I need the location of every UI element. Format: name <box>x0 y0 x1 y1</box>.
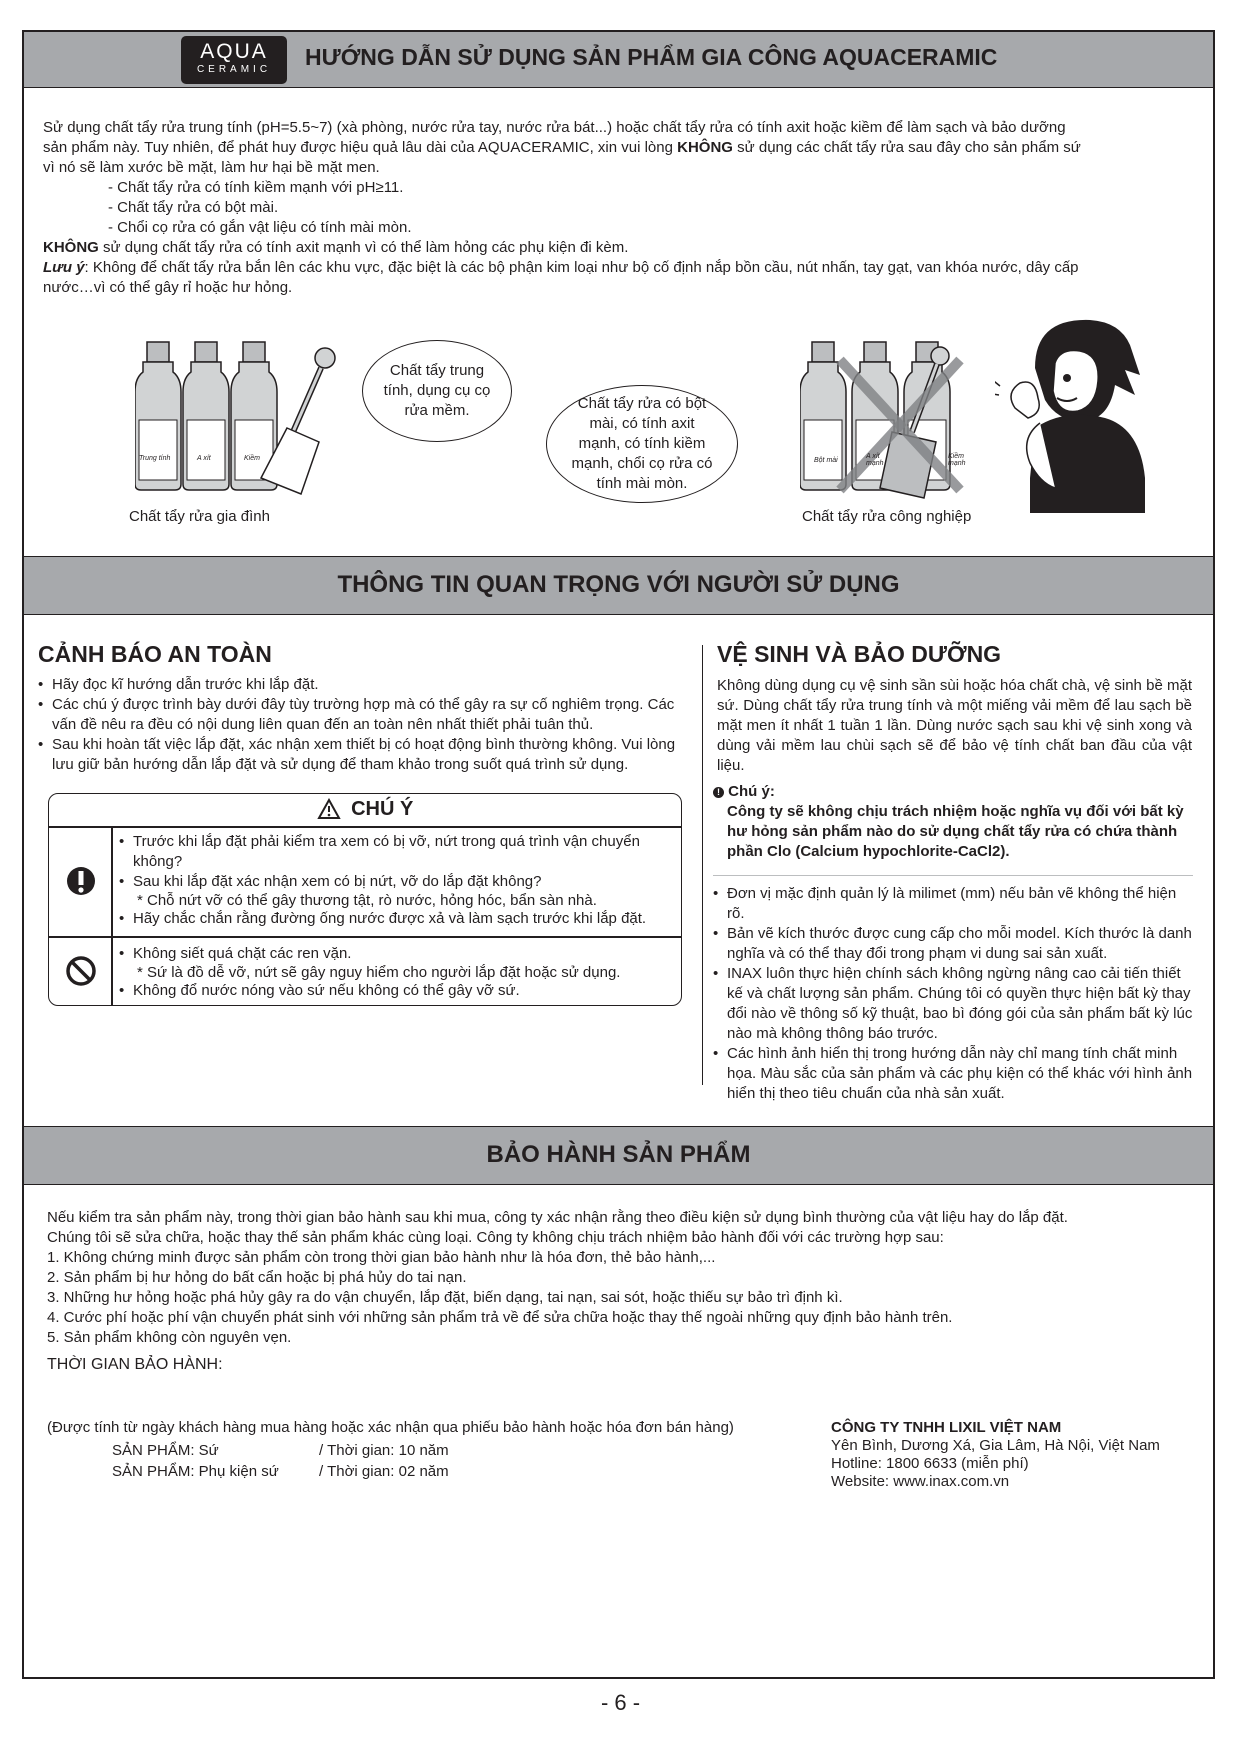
warranty-line-3: 1. Không chứng minh được sản phẩm còn trong thời gian bảo hành như là hóa đơn, thẻ bảo hành,... <box>47 1249 716 1266</box>
intro-line2-start: sản phẩm này. Tuy nhiên, để phát huy được hiệu quả lâu dài của AQUACERAMIC, xin vui lòng <box>43 139 678 156</box>
bottle-acid <box>183 342 229 490</box>
warranty-line-7: 5. Sản phẩm không còn nguyên vẹn. <box>47 1329 292 1346</box>
caption-household: Chất tẩy rửa gia đình <box>129 508 270 525</box>
info-band <box>24 556 1213 615</box>
warranty-line-1: Nếu kiểm tra sản phẩm này, trong thời gian bảo hành sau khi mua, công ty xác nhận rằng theo điều kiện sử dụng bình thường của vật liệu hay do lắp đặt. <box>47 1209 1068 1226</box>
product-porcelain-name: SẢN PHẨM: Sứ <box>112 1442 219 1459</box>
product-porcelain-time: / Thời gian: 10 năm <box>319 1442 449 1459</box>
bottle-label-strong-alkaline: Kiềm mạnh <box>948 453 966 467</box>
column-divider <box>702 645 703 1085</box>
mandatory-item-1: • Trước khi lắp đặt phải kiểm tra xem có bị vỡ, nứt trong quá trình vận chuyển không? <box>119 832 674 872</box>
intro-line3: vì nó sẽ làm xước bề mặt, làm hư hại bề mặt men. <box>43 159 380 176</box>
safety-item-2: • Các chú ý được trình bày dưới đây tùy trường hợp mà có thể gây ra sự cố nghiêm trọng. Các vấn đề nêu ra đều có nội dung liên quan đến an toàn nên nhất thiết phải tuân thủ. <box>38 695 688 735</box>
aquaceramic-logo <box>181 36 287 84</box>
product-accessory <box>112 1463 449 1480</box>
intro-khong-line <box>43 238 1193 258</box>
logo-line1: AQUA <box>200 40 268 63</box>
product-accessory-time: / Thời gian: 02 năm <box>319 1463 449 1480</box>
luuy-text: : Không để chất tẩy rửa bắn lên các khu vực, đặc biệt là các bộ phận kim loại như bộ cố định nắp bồn cầu, nút nhấn, tay gạt, van khóa nước, dây cấp <box>84 259 1079 276</box>
prohibited-icon <box>65 955 97 992</box>
luuy-label: Lưu ý <box>43 259 85 276</box>
caution-divider-vertical <box>111 826 113 1005</box>
intro-khong-bold: KHÔNG <box>677 139 733 156</box>
warranty-title: BẢO HÀNH SẢN PHẨM <box>486 1141 751 1168</box>
company-hotline: Hotline: 1800 6633 (miễn phí) <box>831 1455 1029 1472</box>
mandatory-item-2: • Sau khi lắp đặt xác nhận xem có bị nứt, vỡ do lắp đặt không? <box>119 872 674 892</box>
prohibited-list <box>119 944 674 1001</box>
warranty-band <box>24 1126 1213 1185</box>
mandatory-note: * Chỗ nứt vỡ có thể gây thương tật, rò nước, hỏng hóc, bẩn sàn nhà. <box>137 892 597 909</box>
bottle-label-alkaline: Kiềm <box>244 455 260 462</box>
maintenance-item-4: • Các hình ảnh hiển thị trong hướng dẫn này chỉ mang tính chất minh họa. Màu sắc của sản phẩm và các phụ kiện có thể khác với hình ảnh hiển thị theo tiêu chuẩn của nhà sản xuất. <box>713 1044 1193 1104</box>
intro-item-1: - Chất tẩy rửa có tính kiềm mạnh với pH≥11. <box>108 179 404 196</box>
intro-item-3: - Chổi cọ rửa có gắn vật liệu có tính mài mòn. <box>108 219 412 236</box>
warranty-line-6: 4. Cước phí hoặc phí vận chuyển phát sinh với những sản phẩm trả về để sửa chữa hoặc thay thế ngoài những quy định bảo hành trên. <box>47 1309 953 1326</box>
bottle-label-abrasive: Bột mài <box>814 457 838 464</box>
bubble-right <box>546 385 738 503</box>
logo-line2: CERAMIC <box>196 64 272 75</box>
product-porcelain <box>112 1442 449 1459</box>
prohibited-note: * Sứ là đồ dễ vỡ, nứt sẽ gây nguy hiểm cho người lắp đặt hoặc sử dụng. <box>137 964 621 981</box>
prohibited-item-2: • Không đổ nước nóng vào sứ nếu không có thể gây vỡ sứ. <box>119 981 674 1001</box>
intro-text <box>43 118 1193 298</box>
maintenance-item-1: • Đơn vị mặc định quản lý là milimet (mm) nếu bản vẽ không thể hiện rõ. <box>713 884 1193 924</box>
intro-luuy-line <box>43 258 1193 278</box>
intro-line1: Sử dụng chất tẩy rửa trung tính (pH=5.5~7) (xà phòng, nước rửa tay, nước rửa bát...) hoặc chất tẩy rửa có tính axit hoặc kiềm để làm sạch và bảo dưỡng <box>43 119 1066 136</box>
info-circle-icon: ! <box>713 787 724 798</box>
maintenance-note-text: Công ty sẽ không chịu trách nhiệm hoặc nghĩa vụ đối với bất kỳ hư hỏng sản phẩm nào do sử dụng chất tẩy rửa có chứa thành phần Clo (Calcium hypochlorite-CaCl2). <box>727 803 1184 860</box>
intro-item-2: - Chất tẩy rửa có bột mài. <box>108 199 279 216</box>
info-title: THÔNG TIN QUAN TRỌNG VỚI NGƯỜI SỬ DỤNG <box>337 571 900 598</box>
khong-text: sử dụng chất tẩy rửa có tính axit mạnh vì có thể làm hỏng các phụ kiện đi kèm. <box>98 239 629 256</box>
maintenance-list <box>713 884 1193 1104</box>
mandatory-item-3: • Hãy chắc chắn rằng đường ống nước được xả và làm sạch trước khi lắp đặt. <box>119 909 674 929</box>
company-block <box>831 1419 1160 1491</box>
safety-item-3: • Sau khi hoàn tất việc lắp đặt, xác nhận xem thiết bị có hoạt động bình thường không. Vui lòng lưu giữ bản hướng dẫn lắp đặt và sử dụng để tham khảo trong suốt quá trình sử dụng. <box>38 735 688 775</box>
warranty-period-note: (Được tính từ ngày khách hàng mua hàng hoặc xác nhận qua phiếu bảo hành hoặc hóa đơn bán hàng) <box>47 1419 734 1436</box>
maintenance-note <box>713 782 1193 862</box>
warning-triangle-icon <box>317 798 341 825</box>
caution-title: CHÚ Ý <box>351 798 414 820</box>
mandatory-list <box>119 832 674 929</box>
maintenance-item-2: • Bản vẽ kích thước được cung cấp cho mỗi model. Kích thước là danh nghĩa và có thể thay đổi trong phạm vi dung sai sản xuất. <box>713 924 1193 964</box>
maintenance-title: VỆ SINH VÀ BẢO DƯỠNG <box>717 641 1002 667</box>
safety-item-1: • Hãy đọc kĩ hướng dẫn trước khi lắp đặt. <box>38 675 688 695</box>
maintenance-item-3: • INAX luôn thực hiện chính sách không ngừng nâng cao cải tiến thiết kế và chất lượng sản phẩm. Chúng tôi có quyền thực hiện bất kỳ thay đổi nào về thông số kỹ thuật, bao bì đóng gói của sản phẩm bất kỳ lúc nào mà không thông báo trước. <box>713 964 1193 1044</box>
warranty-line-2: Chúng tôi sẽ sửa chữa, hoặc thay thế sản phẩm khác cùng loại. Công ty không chịu trách nhiệm bảo hành đối với các trường hợp sau: <box>47 1229 944 1246</box>
caution-header <box>49 794 681 826</box>
intro-line2-end: sử dụng các chất tẩy rửa sau đây cho sản phẩm sứ <box>732 139 1081 156</box>
header-title: HƯỚNG DẪN SỬ DỤNG SẢN PHẨM GIA CÔNG AQUACERAMIC <box>305 44 998 70</box>
safety-title: CẢNH BÁO AN TOÀN <box>38 641 272 667</box>
mandatory-icon <box>66 864 96 903</box>
caution-box <box>48 793 682 1006</box>
warranty-line-5: 3. Những hư hỏng hoặc phá hủy gây ra do vận chuyển, lắp đặt, biến dạng, tai nạn, sai sót, hoặc thiếu sự bảo trì định kì. <box>47 1289 843 1306</box>
product-accessory-name: SẢN PHẨM: Phụ kiện sứ <box>112 1463 279 1480</box>
maintenance-text: Không dùng dụng cụ vệ sinh sần sùi hoặc hóa chất chà, vệ sinh bề mặt sứ. Dùng chất tẩy rửa trung tính và một miếng vải mềm để lau sạch bề mặt men ít nhất 1 tuần 1 lần. Dùng nước sạch sau khi vệ sinh xong và dùng vải mềm lau chùi sạch sẽ để bảo vệ tính chất ban đầu của vật liệu. <box>717 677 1192 774</box>
bottle-neutral <box>135 342 181 490</box>
bubble-left <box>362 340 512 442</box>
bottle-label-neutral: Trung tính <box>139 455 171 462</box>
caption-industrial: Chất tẩy rửa công nghiệp <box>802 508 972 525</box>
maintenance-divider <box>713 875 1193 876</box>
warranty-line-4: 2. Sản phẩm bị hư hỏng do bất cẩn hoặc bị phá hủy do tai nạn. <box>47 1269 467 1286</box>
maintenance-note-label: Chú ý: <box>728 783 775 800</box>
intro-line2 <box>43 138 1193 158</box>
bottle-label-acid: A xít <box>197 455 211 462</box>
industrial-bottles-illustration <box>800 340 990 500</box>
bottle-label-strong-acid: A xít mạnh <box>866 453 884 467</box>
warranty-period-label: THỜI GIAN BẢO HÀNH: <box>47 1356 223 1373</box>
bubble-right-text: Chất tẩy rửa có bột mài, có tính axit mạnh, có tính kiềm mạnh, chổi cọ rửa có tính mài mòn. <box>571 395 713 492</box>
prohibited-item-1: • Không siết quá chặt các ren vặn. <box>119 944 674 964</box>
caution-divider-mid <box>49 936 681 938</box>
caution-divider-top <box>49 826 681 828</box>
company-name: CÔNG TY TNHH LIXIL VIỆT NAM <box>831 1419 1062 1436</box>
company-website: Website: www.inax.com.vn <box>831 1473 1010 1490</box>
safety-list <box>38 675 688 775</box>
bubble-left-text: Chất tẩy trung tính, dụng cụ cọ rửa mềm. <box>383 362 491 419</box>
warranty-text <box>47 1208 1207 1348</box>
household-bottles-illustration <box>135 340 350 500</box>
page-number: - 6 - <box>600 1690 641 1715</box>
intro-luuy-line2: nước…vì có thể gây rỉ hoặc hư hỏng. <box>43 279 293 296</box>
company-address: Yên Bình, Dương Xá, Gia Lâm, Hà Nội, Việt Nam <box>831 1437 1160 1454</box>
warning-person-illustration <box>995 308 1145 513</box>
khong-bold: KHÔNG <box>43 239 99 256</box>
